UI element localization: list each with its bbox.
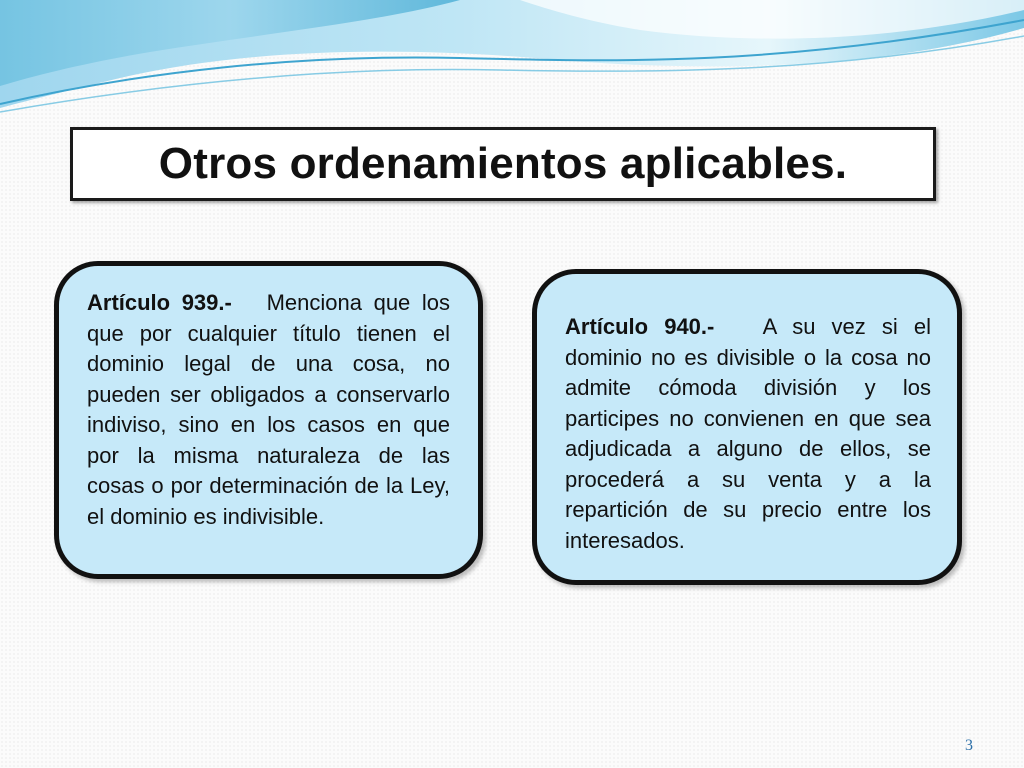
article-940-body: A su vez si el dominio no es divisible o la cosa no admite cómoda división y los participes no convienen en que sea adjudicada a alguno de ellos, se procederá a su venta y a la repartición de su precio entre los interesados. <box>565 314 931 553</box>
article-939-label: Artículo 939.- <box>87 290 232 315</box>
article-940-card <box>532 269 962 585</box>
page-number: 3 <box>965 737 973 754</box>
article-940-label: Artículo 940.- <box>565 314 715 339</box>
header-wave-decoration <box>0 0 1024 120</box>
article-940-text-block <box>565 312 931 556</box>
article-939-body: Menciona que los que por cualquier título tienen el dominio legal de una cosa, no pueden ser obligados a conservarlo indiviso, sino en los casos en que por la misma naturaleza de las cosas o por determinación de la Ley, el dominio es indivisible. <box>87 290 450 529</box>
article-939-text-block <box>87 288 450 532</box>
slide-title: Otros ordenamientos aplicables. <box>158 139 848 188</box>
title-box <box>70 127 936 201</box>
article-939-card <box>54 261 483 579</box>
